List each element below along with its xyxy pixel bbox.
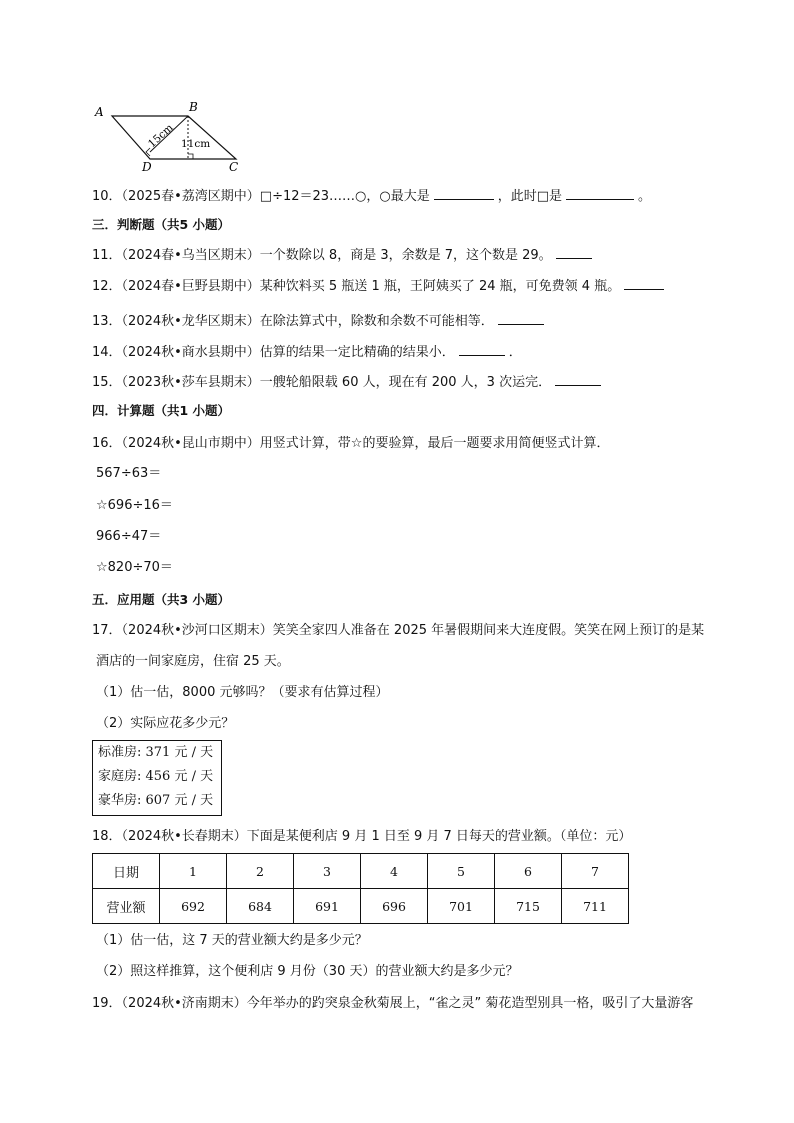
label-D: D: [142, 160, 152, 174]
parallelogram-figure: [92, 96, 252, 174]
q10-answer-blank-1[interactable]: [434, 186, 494, 200]
section-4-heading: 四．计算题（共1 小题）: [92, 403, 231, 418]
slant-length-label: 15cm: [145, 121, 176, 151]
q11-answer-blank[interactable]: [556, 245, 592, 259]
q10-answer-blank-2[interactable]: [566, 186, 634, 200]
table-row-dates: [93, 854, 629, 889]
q15-text: 15．（2023秋•莎车县期末）一艘轮船限载 60 人，现在有 200 人，3 次运完．: [92, 375, 552, 390]
table-header-amount: 营业额: [93, 889, 160, 924]
question-14: [92, 342, 522, 362]
table-cell-day: 3: [294, 854, 361, 889]
label-B: B: [189, 100, 198, 114]
q13-text: 13．（2024秋•龙华区期末）在除法算式中，除数和余数不可能相等．: [92, 314, 494, 329]
question-15: [92, 372, 605, 392]
question-13: [92, 311, 548, 331]
label-C: C: [229, 160, 239, 174]
table-cell-day: 6: [495, 854, 562, 889]
right-angle-mark-1: [188, 154, 193, 159]
question-17-line-1: 17．（2024秋•沙河口区期末）笑笑全家四人准备在 2025 年暑假期间来大连度假。笑笑在网上预订的是某: [92, 623, 705, 638]
price-family-room: 家庭房: 456 元 / 天: [98, 769, 214, 784]
table-cell-amount: 696: [361, 889, 428, 924]
calc-item-1: 567÷63＝: [96, 466, 162, 481]
height-length-label: 11cm: [181, 138, 211, 150]
sales-table: [92, 853, 629, 924]
q10-mid: ，此时□是: [497, 189, 563, 204]
question-18-sub-1: （1）估一估，这 7 天的营业额大约是多少元？: [96, 933, 368, 948]
table-cell-day: 2: [227, 854, 294, 889]
question-18: 18．（2024秋•长春期末）下面是某便利店 9 月 1 日至 9 月 7 日每天的营业额。（单位：元）: [92, 829, 632, 844]
question-11: [92, 245, 596, 265]
q12-text: 12．（2024春•巨野县期中）某种饮料买 5 瓶送 1 瓶，王阿姨买了 24 瓶，可免费领 4 瓶。: [92, 279, 621, 294]
room-price-box: [92, 740, 222, 816]
table-cell-amount: 684: [227, 889, 294, 924]
q15-answer-blank[interactable]: [555, 372, 601, 386]
question-17-sub-2: （2）实际应花多少元？: [96, 716, 235, 731]
q14-text: 14．（2024秋•商水县期中）估算的结果一定比精确的结果小．: [92, 345, 455, 360]
price-deluxe-room: 豪华房: 607 元 / 天: [98, 793, 214, 808]
table-cell-day: 7: [562, 854, 629, 889]
label-A: A: [95, 105, 104, 119]
question-12: [92, 276, 668, 296]
q10-end: 。: [638, 189, 652, 204]
question-10: [92, 186, 651, 206]
table-cell-day: 1: [160, 854, 227, 889]
q10-prefix: 10．（2025春•荔湾区期中）□÷12＝23……○，○最大是: [92, 189, 430, 204]
q14-end: ．: [508, 345, 522, 360]
section-3-heading: 三．判断题（共5 小题）: [92, 217, 231, 232]
table-cell-amount: 691: [294, 889, 361, 924]
table-cell-amount: 715: [495, 889, 562, 924]
calc-item-3: 966÷47＝: [96, 529, 162, 544]
calc-item-4: ☆820÷70＝: [96, 560, 173, 575]
q13-answer-blank[interactable]: [498, 311, 544, 325]
section-5-heading: 五．应用题（共3 小题）: [92, 592, 231, 607]
table-cell-amount: 701: [428, 889, 495, 924]
question-18-sub-2: （2）照这样推算，这个便利店 9 月份（30 天）的营业额大约是多少元？: [96, 964, 519, 979]
calc-item-2: ☆696÷16＝: [96, 498, 173, 513]
table-row-amounts: [93, 889, 629, 924]
table-cell-day: 5: [428, 854, 495, 889]
parallelogram-shape: [112, 116, 236, 159]
table-cell-day: 4: [361, 854, 428, 889]
question-17-line-2: 酒店的一间家庭房，住宿 25 天。: [96, 654, 290, 669]
q14-answer-blank[interactable]: [459, 342, 505, 356]
question-17-sub-1: （1）估一估，8000 元够吗？（要求有估算过程）: [96, 685, 389, 700]
question-19: 19．（2024秋•济南期末）今年举办的趵突泉金秋菊展上，“雀之灵” 菊花造型别具一格，吸引了大量游客: [92, 996, 694, 1011]
question-16: 16．（2024秋•昆山市期中）用竖式计算，带☆的要验算，最后一题要求用简便竖式计算．: [92, 436, 610, 451]
table-cell-amount: 692: [160, 889, 227, 924]
price-standard-room: 标准房: 371 元 / 天: [98, 745, 214, 760]
table-cell-amount: 711: [562, 889, 629, 924]
q11-text: 11．（2024春•乌当区期末）一个数除以 8，商是 3，余数是 7，这个数是 29。: [92, 248, 552, 263]
table-header-date: 日期: [93, 854, 160, 889]
q12-answer-blank[interactable]: [624, 276, 664, 290]
